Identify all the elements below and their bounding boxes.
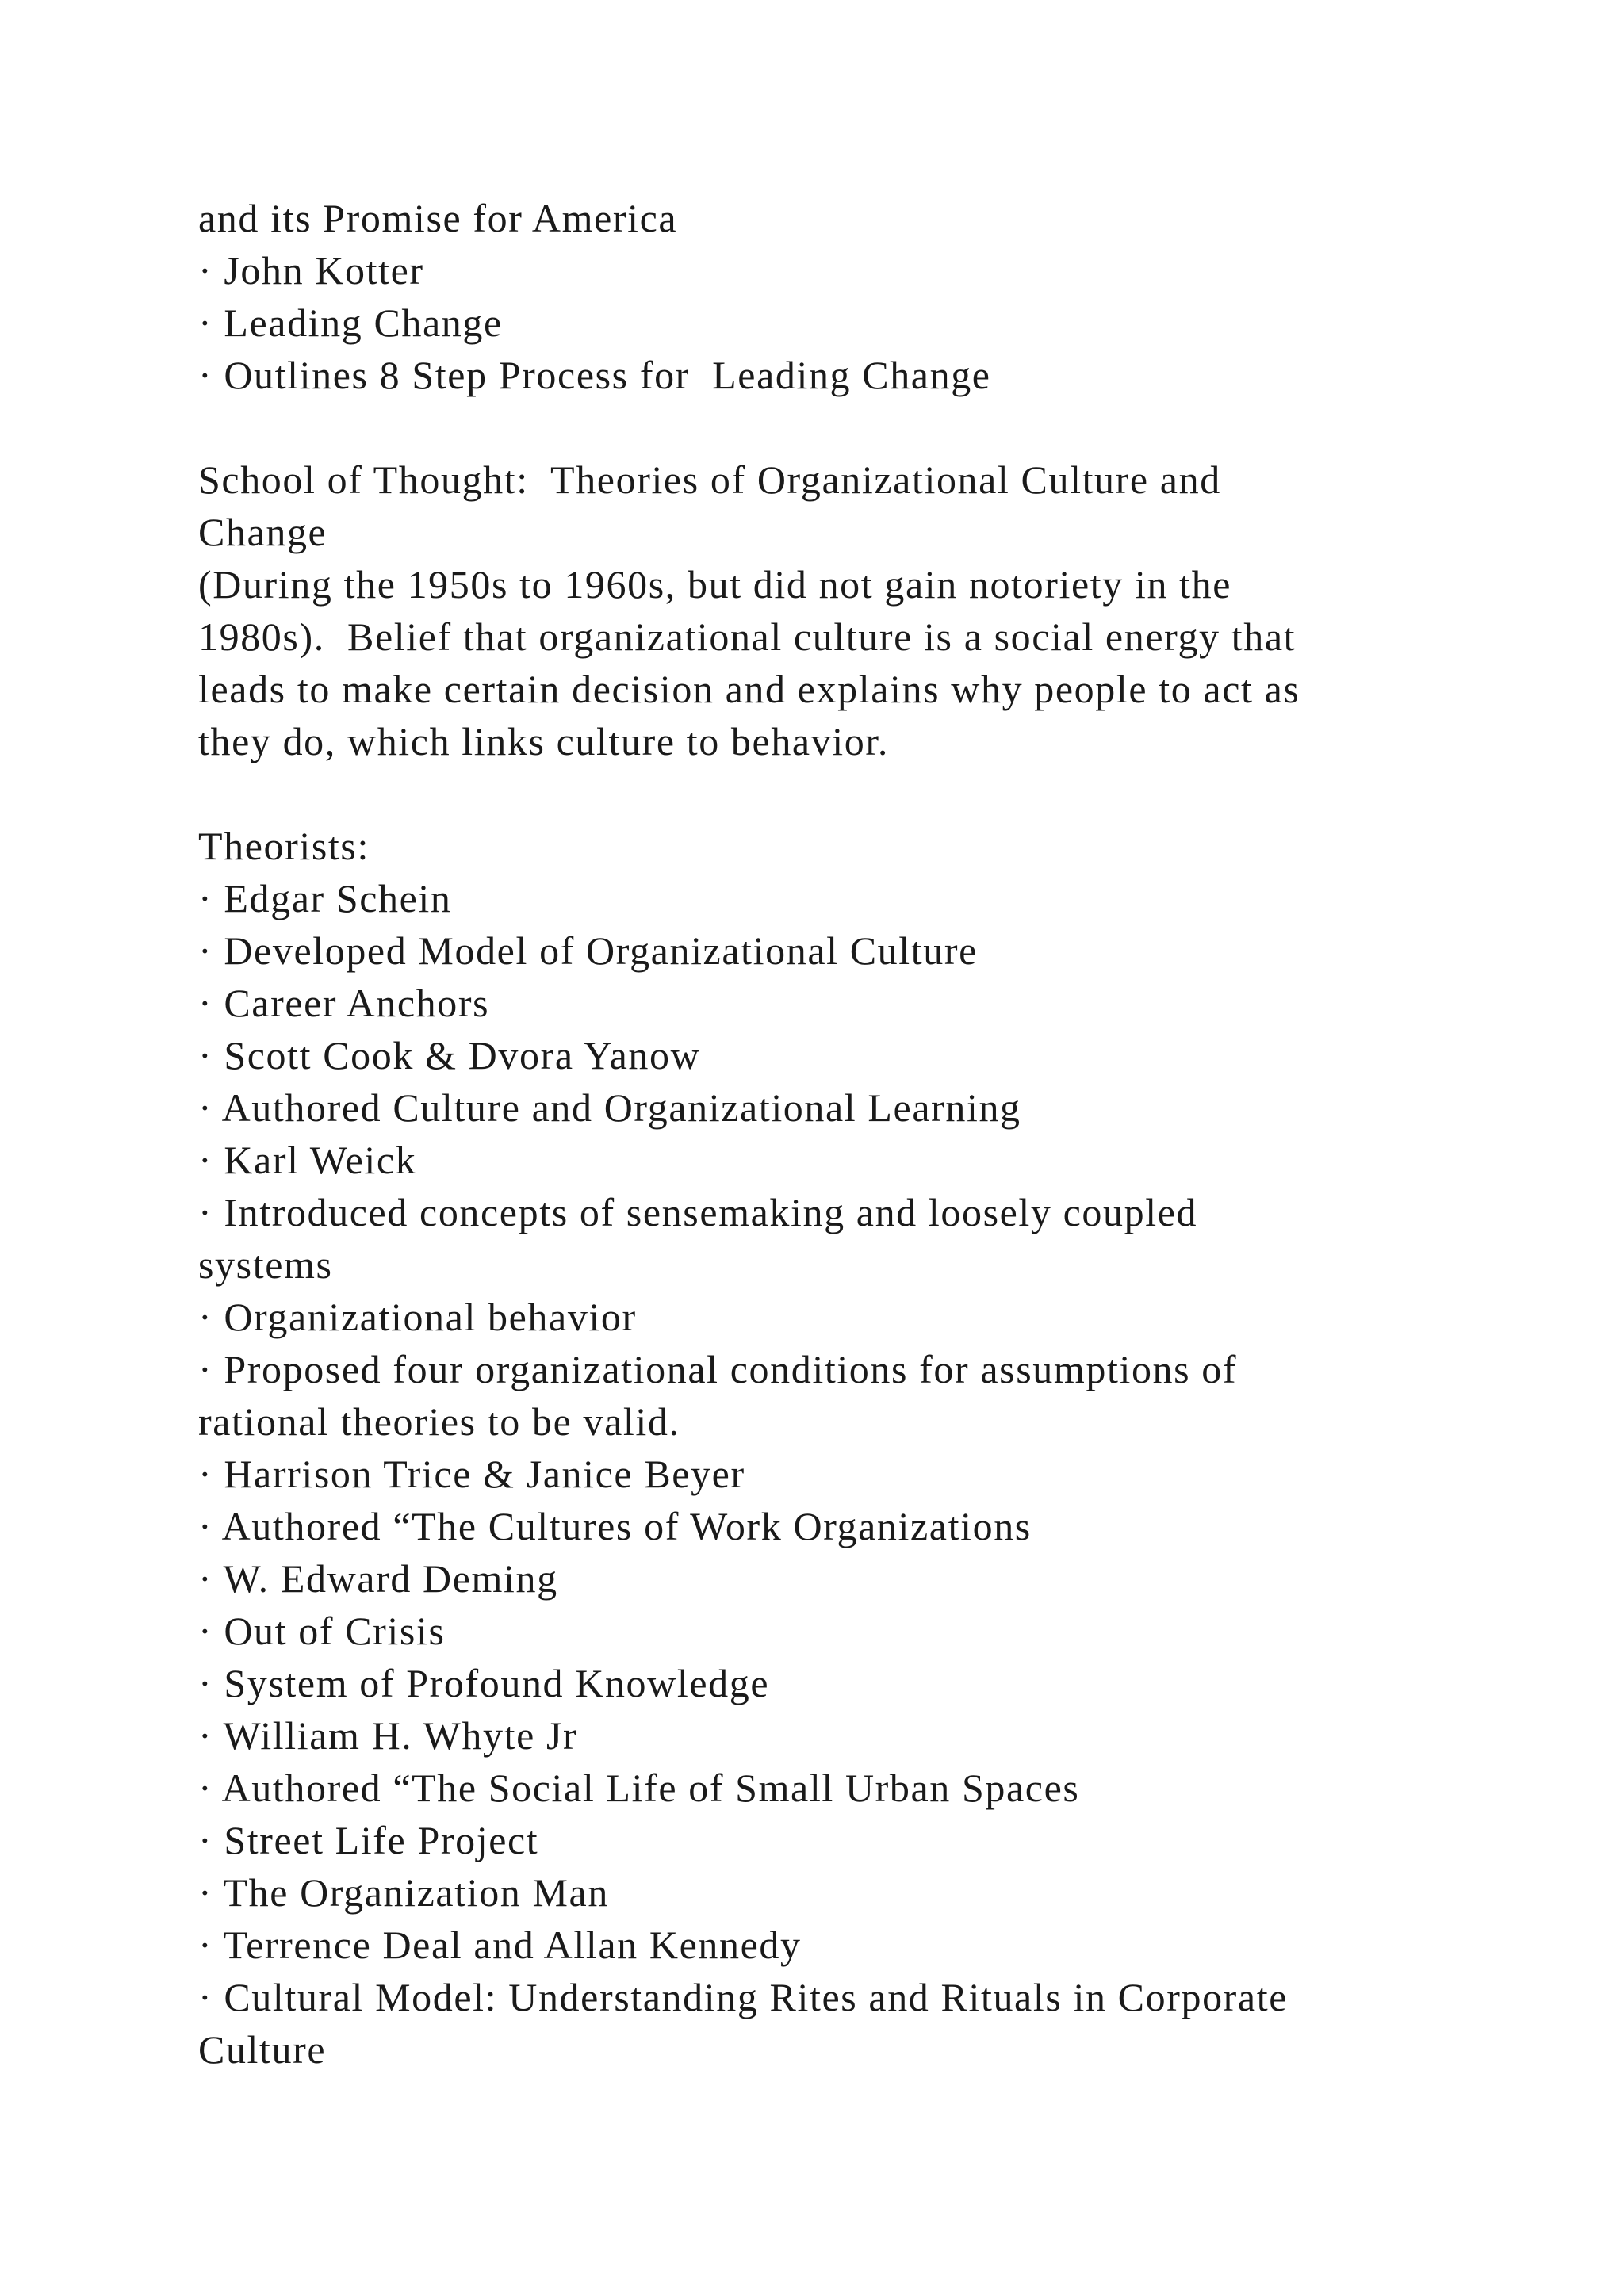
list-item: · Harrison Trice & Janice Beyer	[198, 1452, 745, 1496]
list-item: · Developed Model of Organizational Culture	[198, 928, 978, 973]
list-item: · System of Profound Knowledge	[198, 1661, 770, 1705]
list-item: · Career Anchors	[198, 981, 490, 1025]
list-item: · Street Life Project	[198, 1818, 539, 1862]
list-item: · Terrence Deal and Allan Kennedy	[198, 1923, 802, 1967]
list-item: · Authored Culture and Organizational Learning	[198, 1085, 1021, 1130]
list-item: · Authored “The Social Life of Small Urban Spaces	[198, 1766, 1080, 1810]
section-heading: School of Thought: Theories of Organizational Culture and	[198, 457, 1221, 502]
section-heading: Change	[198, 510, 327, 554]
list-item: · The Organization Man	[198, 1870, 609, 1915]
list-item: · Edgar Schein	[198, 876, 452, 920]
list-item: · Leading Change	[198, 300, 503, 345]
list-item-continuation: rational theories to be valid.	[198, 1399, 680, 1444]
blank-line	[198, 401, 1499, 453]
paragraph-line: they do, which links culture to behavior.	[198, 719, 889, 763]
list-item: · William H. Whyte Jr	[198, 1713, 578, 1758]
list-item: · Authored “The Cultures of Work Organizations	[198, 1504, 1032, 1548]
theorists-heading: Theorists:	[198, 824, 370, 868]
list-item: · Karl Weick	[198, 1138, 417, 1182]
text-line: and its Promise for America	[198, 196, 678, 240]
list-item: · Scott Cook & Dvora Yanow	[198, 1033, 701, 1077]
list-item: · W. Edward Deming	[198, 1556, 558, 1601]
list-item: · Proposed four organizational conditions for assumptions of	[198, 1347, 1238, 1391]
list-item: · Organizational behavior	[198, 1295, 637, 1339]
list-item: · Introduced concepts of sensemaking and loosely coupled	[198, 1190, 1198, 1234]
list-item: · Out of Crisis	[198, 1609, 446, 1653]
paragraph-line: (During the 1950s to 1960s, but did not gain notoriety in the	[198, 562, 1232, 607]
document-page	[198, 192, 1499, 2076]
list-item-continuation: Culture	[198, 2027, 327, 2072]
blank-line	[198, 767, 1499, 820]
list-item-continuation: systems	[198, 1242, 333, 1287]
paragraph-line: 1980s). Belief that organizational culture is a social energy that	[198, 614, 1297, 659]
list-item: · Outlines 8 Step Process for Leading Change	[198, 353, 991, 397]
paragraph-line: leads to make certain decision and explains why people to act as	[198, 667, 1300, 711]
list-item: · John Kotter	[198, 248, 424, 293]
list-item: · Cultural Model: Understanding Rites and Rituals in Corporate	[198, 1975, 1289, 2019]
